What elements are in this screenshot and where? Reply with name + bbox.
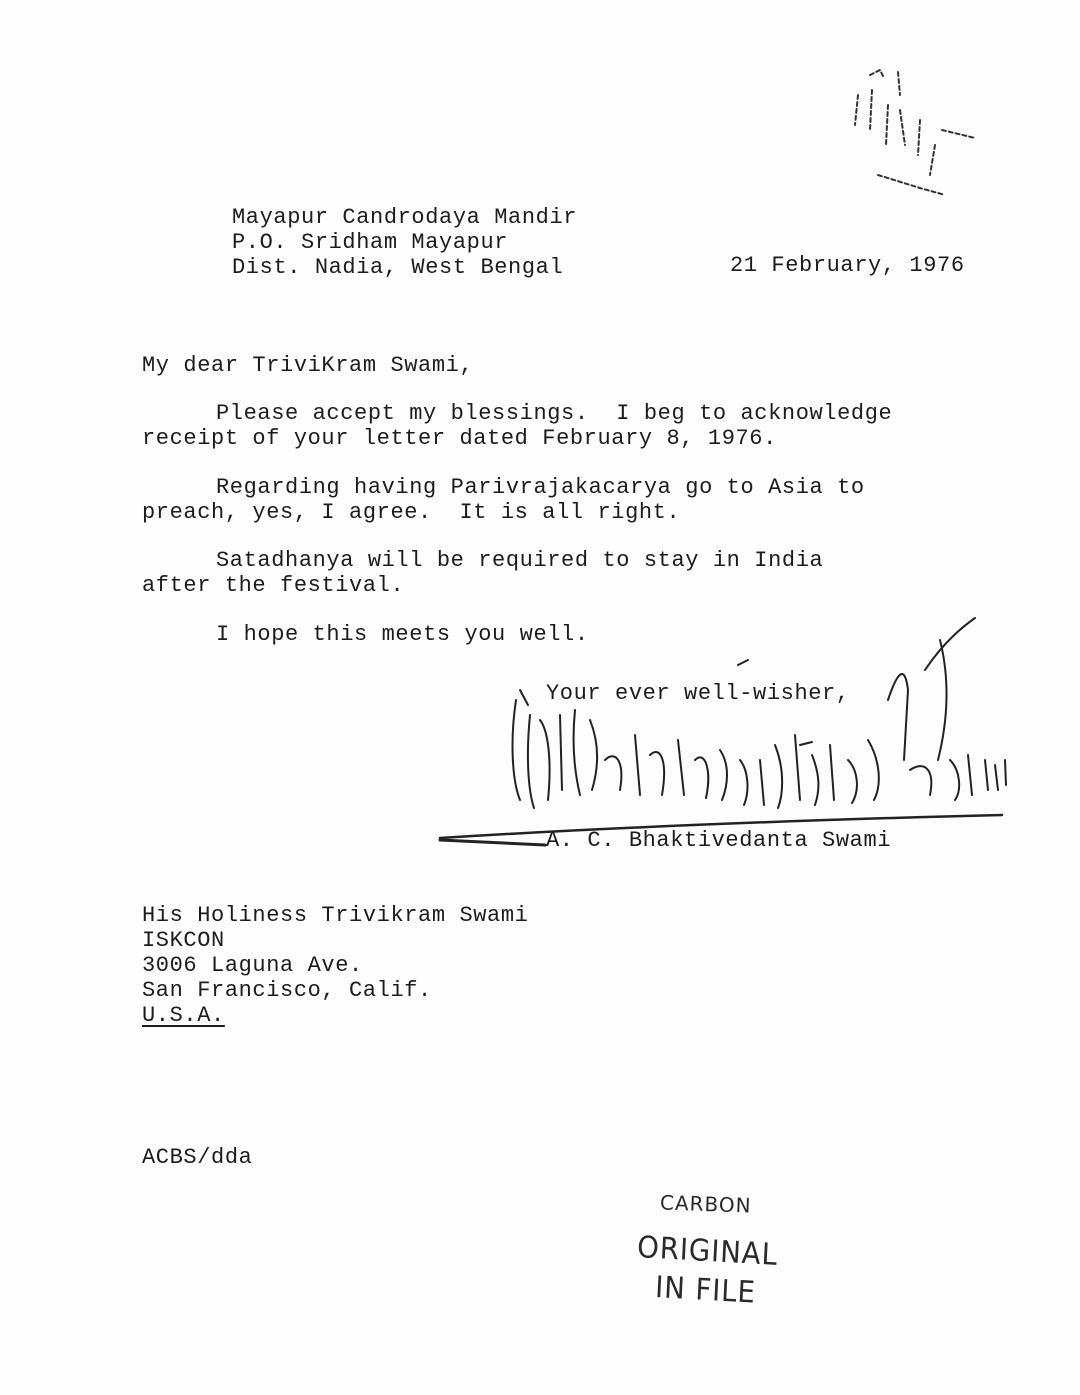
salutation: My dear TriviKram Swami, <box>142 353 474 378</box>
recipient-address-line-3: 3006 Laguna Ave. <box>142 953 363 978</box>
sender-address-line-2: P.O. Sridham Mayapur <box>232 230 509 255</box>
sender-address-line-1: Mayapur Candrodaya Mandir <box>232 205 578 230</box>
paragraph-4-line-1: I hope this meets you well. <box>216 622 589 647</box>
closing-phrase: Your ever well-wisher, <box>546 681 850 706</box>
paragraph-1-line-2: receipt of your letter dated February 8, 1976. <box>142 426 777 451</box>
stamp-carbon: CARBON <box>659 1190 753 1218</box>
paragraph-2-line-1: Regarding having Parivrajakacarya go to Asia to <box>216 475 865 500</box>
stamp-in-file: IN FILE <box>654 1270 757 1311</box>
stamp-original: ORIGINAL <box>636 1230 779 1273</box>
letter-date: 21 February, 1976 <box>730 253 965 278</box>
reference-initials: ACBS/dda <box>142 1145 253 1170</box>
paragraph-3-line-2: after the festival. <box>142 573 405 598</box>
paragraph-3-line-1: Satadhanya will be required to stay in India <box>216 548 824 573</box>
recipient-address-line-2: ISKCON <box>142 928 225 953</box>
sender-address-line-3: Dist. Nadia, West Bengal <box>232 255 564 280</box>
paragraph-2-line-2: preach, yes, I agree. It is all right. <box>142 500 681 525</box>
recipient-address-line-4: San Francisco, Calif. <box>142 978 432 1003</box>
recipient-address-line-5: U.S.A. <box>142 1003 225 1028</box>
recipient-address-line-1: His Holiness Trivikram Swami <box>142 903 529 928</box>
paragraph-1-line-1: Please accept my blessings. I beg to acknowledge <box>216 401 893 426</box>
signatory-name: A. C. Bhaktivedanta Swami <box>546 828 892 853</box>
